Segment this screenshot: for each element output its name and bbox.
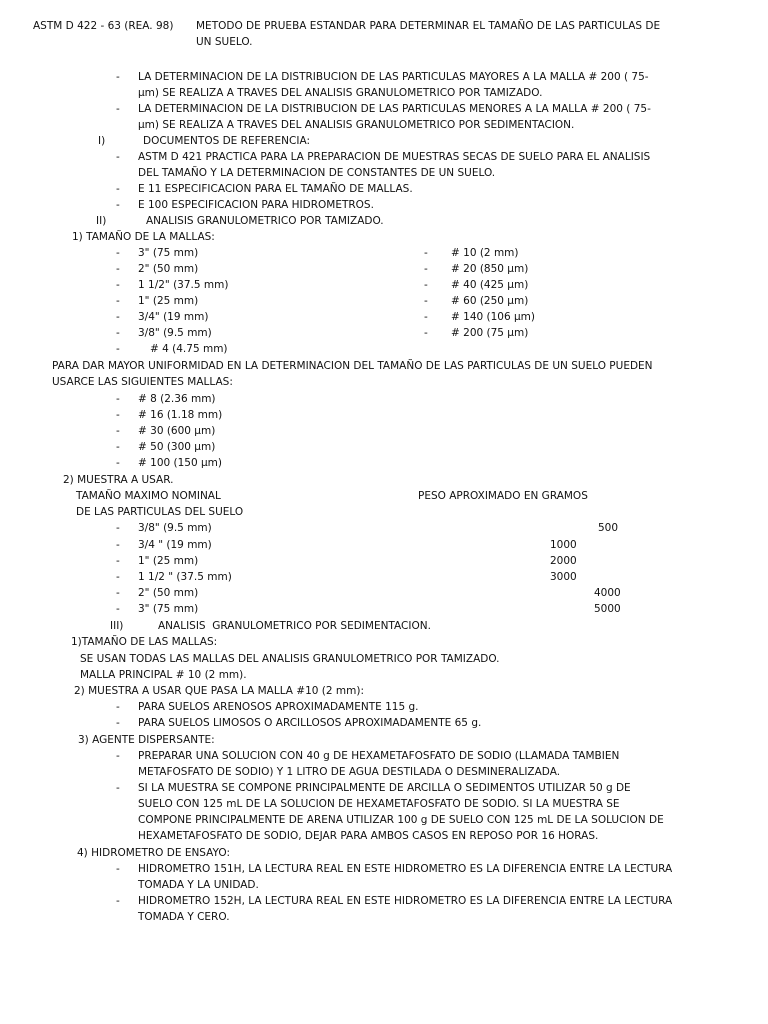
intro-bullet-2-line-1: LA DETERMINACION DE LA DISTRIBUCION DE LAS PARTICULAS MENORES A LA MALLA # 200 ( 75- xyxy=(138,103,651,115)
sieve-item: # 100 (150 µm) xyxy=(138,457,222,469)
bullet-dash: - xyxy=(116,279,120,291)
bullet-dash: - xyxy=(116,425,120,437)
section-3-text-2: MALLA PRINCIPAL # 10 (2 mm). xyxy=(80,669,247,681)
sieve-item: # 16 (1.18 mm) xyxy=(138,409,223,421)
section-3-subheading-2: 2) MUESTRA A USAR QUE PASA LA MALLA #10 (2 mm): xyxy=(74,685,365,697)
bullet-dash: - xyxy=(116,571,120,583)
hydrometer-152h-line-2: TOMADA Y CERO. xyxy=(138,911,230,923)
bullet-dash: - xyxy=(116,750,120,762)
sample-weight: 1000 xyxy=(550,539,577,551)
section-2-title: ANALISIS GRANULOMETRICO POR TAMIZADO. xyxy=(146,215,384,227)
intro-bullet-1-line-1: LA DETERMINACION DE LA DISTRIBUCION DE LAS PARTICULAS MAYORES A LA MALLA # 200 ( 75- xyxy=(138,71,649,83)
bullet-dash: - xyxy=(424,295,428,307)
bullet-dash: - xyxy=(116,71,120,83)
sample-weight: 3000 xyxy=(550,571,577,583)
section-1-title: DOCUMENTOS DE REFERENCIA: xyxy=(143,135,311,147)
dispersant-bullet-2-line-1: SI LA MUESTRA SE COMPONE PRINCIPALMENTE DE ARCILLA O SEDIMENTOS UTILIZAR 50 g DE xyxy=(138,782,631,794)
section-3-title: ANALISIS GRANULOMETRICO POR SEDIMENTACION. xyxy=(158,620,431,632)
sample-amount-silty: PARA SUELOS LIMOSOS O ARCILLOSOS APROXIMADAMENTE 65 g. xyxy=(138,717,482,729)
bullet-dash: - xyxy=(116,409,120,421)
sample-weight: 500 xyxy=(598,522,619,534)
bullet-dash: - xyxy=(424,279,428,291)
sample-size: 1 1/2 " (37.5 mm) xyxy=(138,571,232,583)
bullet-dash: - xyxy=(116,199,120,211)
section-3-subheading-3: 3) AGENTE DISPERSANTE: xyxy=(78,734,215,746)
bullet-dash: - xyxy=(116,183,120,195)
sieve-item: 3/4" (19 mm) xyxy=(138,311,209,323)
section-2-subheading-2: 2) MUESTRA A USAR. xyxy=(63,474,174,486)
bullet-dash: - xyxy=(424,327,428,339)
sieve-item: 3" (75 mm) xyxy=(138,247,199,259)
hydrometer-151h-line-1: HIDROMETRO 151H, LA LECTURA REAL EN ESTE HIDROMETRO ES LA DIFERENCIA ENTRE LA LECTURA xyxy=(138,863,673,875)
bullet-dash: - xyxy=(116,247,120,259)
dispersant-bullet-2-line-4: HEXAMETAFOSFATO DE SODIO, DEJAR PARA AMBOS CASOS EN REPOSO POR 16 HORAS. xyxy=(138,830,599,842)
section-1-number: I) xyxy=(98,135,106,147)
bullet-dash: - xyxy=(116,441,120,453)
intro-bullet-2-line-2: µm) SE REALIZA A TRAVES DEL ANALISIS GRANULOMETRICO POR SEDIMENTACION. xyxy=(138,119,575,131)
bullet-dash: - xyxy=(116,263,120,275)
document-title-line-1: METODO DE PRUEBA ESTANDAR PARA DETERMINAR EL TAMAÑO DE LAS PARTICULAS DE xyxy=(196,20,661,32)
sample-amount-sandy: PARA SUELOS ARENOSOS APROXIMADAMENTE 115 g. xyxy=(138,701,419,713)
sieve-item: # 140 (106 µm) xyxy=(451,311,535,323)
bullet-dash: - xyxy=(116,457,120,469)
document-title-line-2: UN SUELO. xyxy=(196,36,253,48)
sieve-item: 1" (25 mm) xyxy=(138,295,199,307)
bullet-dash: - xyxy=(424,263,428,275)
uniformity-paragraph-line-1: PARA DAR MAYOR UNIFORMIDAD EN LA DETERMINACION DEL TAMAÑO DE LAS PARTICULAS DE UN SUELO PUEDEN xyxy=(52,360,653,372)
bullet-dash: - xyxy=(116,393,120,405)
section-3-number: III) xyxy=(110,620,124,632)
section-3-subheading-4: 4) HIDROMETRO DE ENSAYO: xyxy=(77,847,230,859)
reference-doc-1-line-1: ASTM D 421 PRACTICA PARA LA PREPARACION DE MUESTRAS SECAS DE SUELO PARA EL ANALISIS xyxy=(138,151,651,163)
column-heading-size-line-1: TAMAÑO MAXIMO NOMINAL xyxy=(76,490,221,502)
sample-size: 2" (50 mm) xyxy=(138,587,199,599)
section-2-subheading-1: 1) TAMAÑO DE LA MALLAS: xyxy=(72,231,215,243)
sieve-item: 3/8" (9.5 mm) xyxy=(138,327,212,339)
bullet-dash: - xyxy=(116,103,120,115)
sample-size: 3" (75 mm) xyxy=(138,603,199,615)
reference-doc-2: E 11 ESPECIFICACION PARA EL TAMAÑO DE MALLAS. xyxy=(138,183,413,195)
bullet-dash: - xyxy=(116,151,120,163)
bullet-dash: - xyxy=(116,327,120,339)
bullet-dash: - xyxy=(116,895,120,907)
dispersant-bullet-2-line-3: COMPONE PRINCIPALMENTE DE ARENA UTILIZAR 100 g DE SUELO CON 125 mL DE LA SOLUCION DE xyxy=(138,814,664,826)
reference-doc-3: E 100 ESPECIFICACION PARA HIDROMETROS. xyxy=(138,199,374,211)
column-heading-weight: PESO APROXIMADO EN GRAMOS xyxy=(418,490,588,502)
column-heading-size-line-2: DE LAS PARTICULAS DEL SUELO xyxy=(76,506,244,518)
reference-doc-1-line-2: DEL TAMAÑO Y LA DETERMINACION DE CONSTANTES DE UN SUELO. xyxy=(138,167,496,179)
bullet-dash: - xyxy=(116,343,120,355)
bullet-dash: - xyxy=(116,555,120,567)
bullet-dash: - xyxy=(116,522,120,534)
sieve-item: # 40 (425 µm) xyxy=(451,279,529,291)
sieve-item: # 10 (2 mm) xyxy=(451,247,519,259)
sieve-item: # 8 (2.36 mm) xyxy=(138,393,216,405)
intro-bullet-1-line-2: µm) SE REALIZA A TRAVES DEL ANALISIS GRANULOMETRICO POR TAMIZADO. xyxy=(138,87,543,99)
uniformity-paragraph-line-2: USARCE LAS SIGUIENTES MALLAS: xyxy=(52,376,233,388)
sample-weight: 5000 xyxy=(594,603,621,615)
sieve-item: # 20 (850 µm) xyxy=(451,263,529,275)
bullet-dash: - xyxy=(116,701,120,713)
sample-size: 3/8" (9.5 mm) xyxy=(138,522,212,534)
sample-weight: 4000 xyxy=(594,587,621,599)
sieve-item: # 200 (75 µm) xyxy=(451,327,529,339)
bullet-dash: - xyxy=(116,863,120,875)
bullet-dash: - xyxy=(116,295,120,307)
bullet-dash: - xyxy=(424,311,428,323)
bullet-dash: - xyxy=(116,539,120,551)
sieve-item: # 60 (250 µm) xyxy=(451,295,529,307)
bullet-dash: - xyxy=(116,311,120,323)
dispersant-bullet-2-line-2: SUELO CON 125 mL DE LA SOLUCION DE HEXAMETAFOSFATO DE SODIO. SI LA MUESTRA SE xyxy=(138,798,620,810)
bullet-dash: - xyxy=(116,587,120,599)
sieve-item: 2" (50 mm) xyxy=(138,263,199,275)
sieve-item: 1 1/2" (37.5 mm) xyxy=(138,279,229,291)
sample-size: 3/4 " (19 mm) xyxy=(138,539,212,551)
section-3-subheading-1: 1)TAMAÑO DE LAS MALLAS: xyxy=(71,636,218,648)
section-3-text-1: SE USAN TODAS LAS MALLAS DEL ANALISIS GRANULOMETRICO POR TAMIZADO. xyxy=(80,653,500,665)
dispersant-bullet-1-line-2: METAFOSFATO DE SODIO) Y 1 LITRO DE AGUA DESTILADA O DESMINERALIZADA. xyxy=(138,766,561,778)
bullet-dash: - xyxy=(116,782,120,794)
bullet-dash: - xyxy=(116,603,120,615)
dispersant-bullet-1-line-1: PREPARAR UNA SOLUCION CON 40 g DE HEXAMETAFOSFATO DE SODIO (LLAMADA TAMBIEN xyxy=(138,750,620,762)
section-2-number: II) xyxy=(96,215,107,227)
hydrometer-151h-line-2: TOMADA Y LA UNIDAD. xyxy=(138,879,259,891)
hydrometer-152h-line-1: HIDROMETRO 152H, LA LECTURA REAL EN ESTE HIDROMETRO ES LA DIFERENCIA ENTRE LA LECTURA xyxy=(138,895,673,907)
sieve-item: # 30 (600 µm) xyxy=(138,425,216,437)
sieve-item: # 50 (300 µm) xyxy=(138,441,216,453)
document-code: ASTM D 422 - 63 (REA. 98) xyxy=(33,20,174,32)
bullet-dash: - xyxy=(116,717,120,729)
bullet-dash: - xyxy=(424,247,428,259)
sample-weight: 2000 xyxy=(550,555,577,567)
sieve-item: # 4 (4.75 mm) xyxy=(150,343,228,355)
sample-size: 1" (25 mm) xyxy=(138,555,199,567)
